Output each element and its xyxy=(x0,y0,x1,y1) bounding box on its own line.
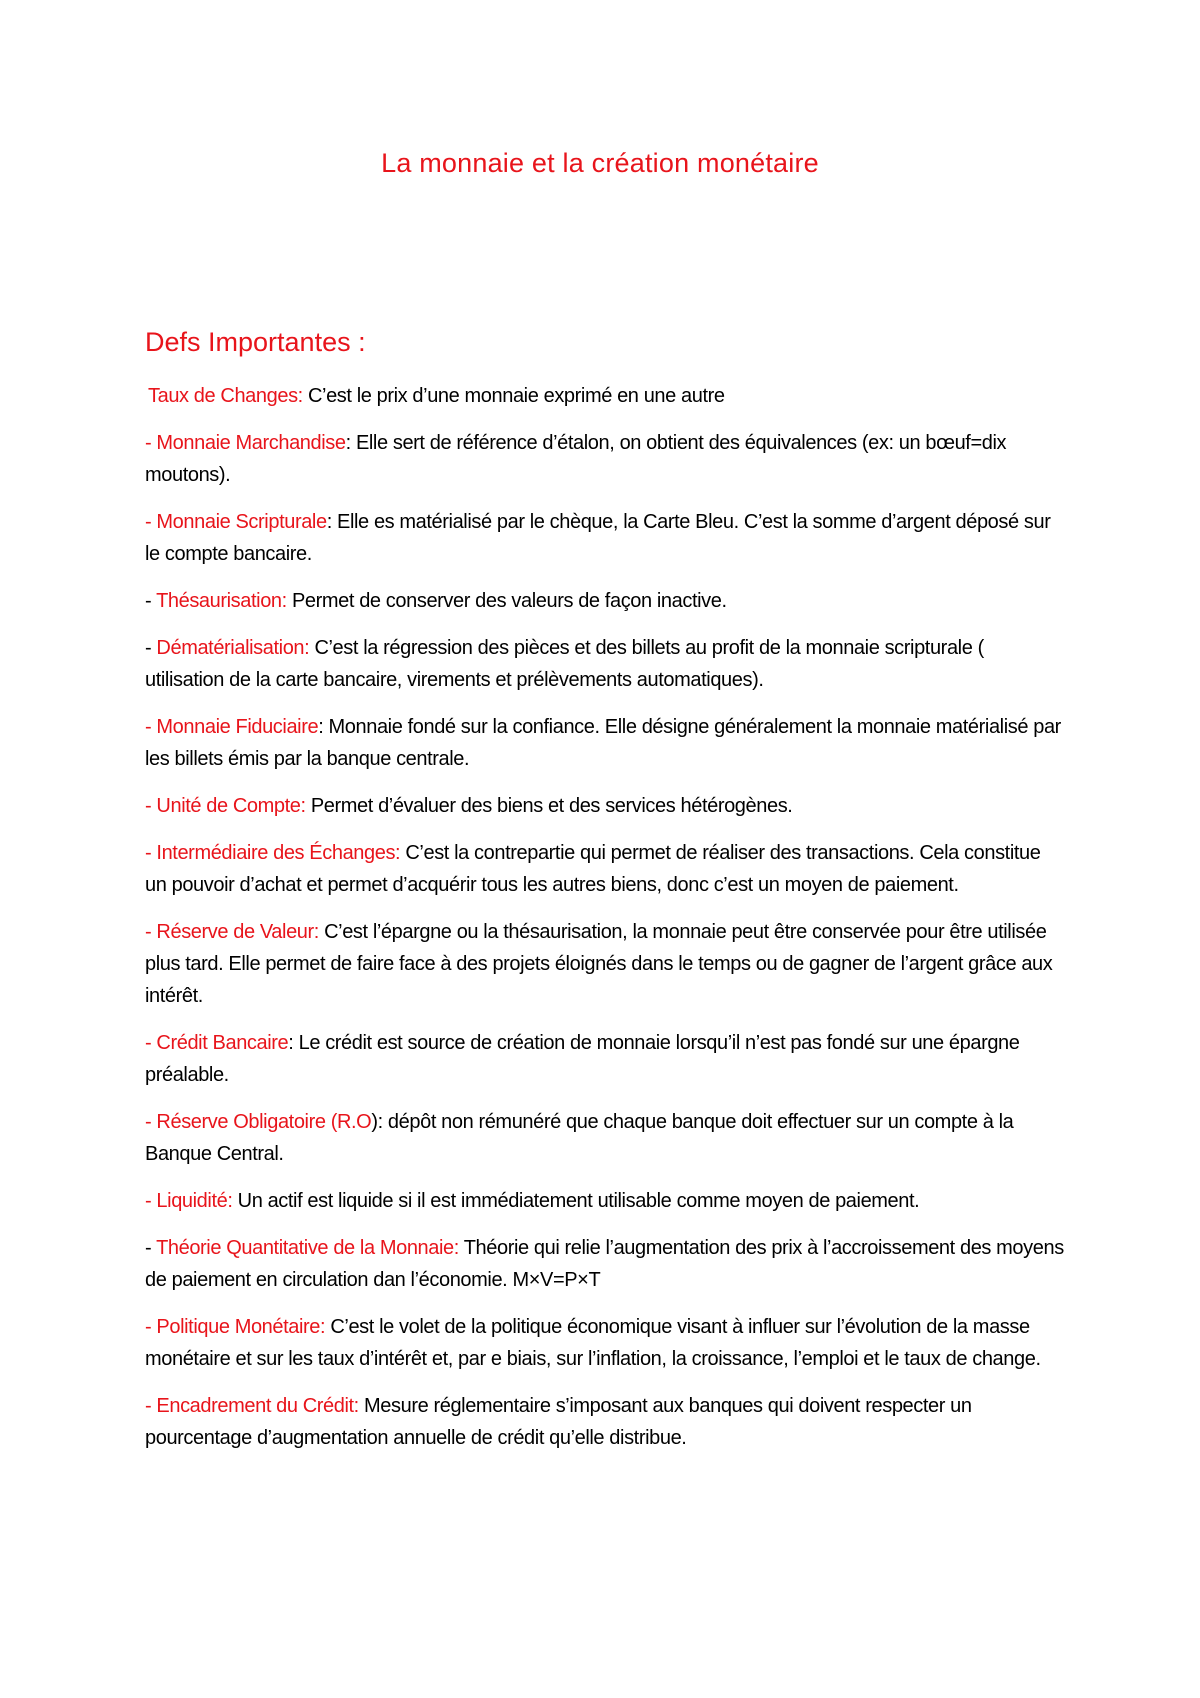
definition-text: Un actif est liquide si il est immédiatement utilisable comme moyen de paiement. xyxy=(237,1190,920,1212)
definition-text: C’est le volet de la politique économique visant à influer sur l’évolution de la masse monétaire et sur les taux d’intérêt et, par e biais, sur l’inflation, la croissance, l’emploi et le taux de change. xyxy=(145,1316,1041,1370)
definition-term: Thésaurisation: xyxy=(156,590,287,612)
definition-text: C’est le prix d’une monnaie exprimé en une autre xyxy=(308,385,725,407)
definition-term: Réserve Obligatoire (R.O xyxy=(156,1111,372,1133)
section-heading: Defs Importantes : xyxy=(145,327,366,357)
definition-prefix: - xyxy=(145,1111,157,1133)
definition-text: Théorie qui relie l’augmentation des prix à l’accroissement des moyens de paiement en circulation dan l’économie. M×V=P×T xyxy=(145,1237,1064,1291)
definition-term: Politique Monétaire: xyxy=(156,1316,326,1338)
definition-separator: : xyxy=(326,511,338,533)
definition-prefix: - xyxy=(145,1032,157,1054)
definition-item xyxy=(145,790,1065,822)
definition-item xyxy=(145,632,1065,696)
definition-item xyxy=(145,916,1065,1012)
definition-item xyxy=(148,380,1065,412)
definition-prefix: - xyxy=(145,1237,157,1259)
definition-term: Dématérialisation: xyxy=(156,637,310,659)
definition-text: Permet d’évaluer des biens et des services hétérogènes. xyxy=(310,795,793,817)
definition-text: Le crédit est source de création de monnaie lorsqu’il n’est pas fondé sur une épargne préalable. xyxy=(145,1032,1020,1086)
definition-text: Elle es matérialisé par le chèque, la Carte Bleu. C’est la somme d’argent déposé sur le compte bancaire. xyxy=(145,511,1051,565)
definition-term: Monnaie Fiduciaire xyxy=(156,716,319,738)
definition-separator: : xyxy=(345,432,356,454)
definition-item xyxy=(145,1232,1065,1296)
definition-term: Liquidité: xyxy=(156,1190,233,1212)
definition-separator: : xyxy=(288,1032,299,1054)
definition-prefix: - xyxy=(145,511,157,533)
definition-text: C’est la régression des pièces et des billets au profit de la monnaie scripturale ( utilisation de la carte bancaire, virements et prélèvements automatiques). xyxy=(145,637,984,691)
definition-item xyxy=(145,427,1065,491)
definition-term: Monnaie Marchandise xyxy=(156,432,346,454)
definition-term: Intermédiaire des Échanges: xyxy=(156,842,401,864)
definition-term: Réserve de Valeur: xyxy=(156,921,319,943)
definition-prefix: - xyxy=(145,432,157,454)
definition-text: C’est l’épargne ou la thésaurisation, la monnaie peut être conservée pour être utilisée plus tard. Elle permet de faire face à des projets éloignés dans le temps ou de gagner de l’argent grâce aux intérêt. xyxy=(145,921,1053,1007)
definition-item xyxy=(145,837,1065,901)
definition-item xyxy=(145,1027,1065,1091)
definition-prefix: - xyxy=(145,1316,157,1338)
definition-item xyxy=(145,506,1065,570)
definition-item xyxy=(145,711,1065,775)
definition-text: Monnaie fondé sur la confiance. Elle désigne généralement la monnaie matérialisé par les billets émis par la banque centrale. xyxy=(145,716,1061,770)
definition-term: Théorie Quantitative de la Monnaie: xyxy=(156,1237,459,1259)
definition-text: Mesure réglementaire s’imposant aux banques qui doivent respecter un pourcentage d’augmentation annuelle de crédit qu’elle distribue. xyxy=(145,1395,972,1449)
definition-item xyxy=(145,1311,1065,1375)
definition-prefix: - xyxy=(145,1190,157,1212)
definition-prefix: - xyxy=(145,637,157,659)
document-title: La monnaie et la création monétaire xyxy=(381,148,819,178)
definitions-list xyxy=(145,380,1065,1469)
definition-text: dépôt non rémunéré que chaque banque doit effectuer sur un compte à la Banque Central. xyxy=(145,1111,1014,1165)
definition-item xyxy=(145,1106,1065,1170)
definition-prefix: - xyxy=(145,1395,157,1417)
definition-item xyxy=(145,1185,1065,1217)
definition-prefix: - xyxy=(145,716,157,738)
definition-text: Permet de conserver des valeurs de façon inactive. xyxy=(291,590,727,612)
definition-item xyxy=(145,585,1065,617)
definition-text: Elle sert de référence d’étalon, on obtient des équivalences (ex: un bœuf=dix moutons). xyxy=(145,432,1007,486)
definition-text: C’est la contrepartie qui permet de réaliser des transactions. Cela constitue un pouvoir d’achat et permet d’acquérir tous les autres biens, donc c’est un moyen de paiement. xyxy=(145,842,1041,896)
definition-prefix: - xyxy=(145,921,157,943)
definition-term: Crédit Bancaire xyxy=(156,1032,289,1054)
definition-separator: ): xyxy=(371,1111,388,1133)
definition-term: Encadrement du Crédit: xyxy=(156,1395,359,1417)
definition-term: Taux de Changes: xyxy=(148,385,303,407)
definition-separator: : xyxy=(318,716,329,738)
definition-term: Unité de Compte: xyxy=(156,795,306,817)
definition-term: Monnaie Scripturale xyxy=(156,511,327,533)
definition-item xyxy=(145,1390,1065,1454)
definition-prefix: - xyxy=(145,842,157,864)
definition-prefix: - xyxy=(145,590,157,612)
definition-prefix: - xyxy=(145,795,157,817)
